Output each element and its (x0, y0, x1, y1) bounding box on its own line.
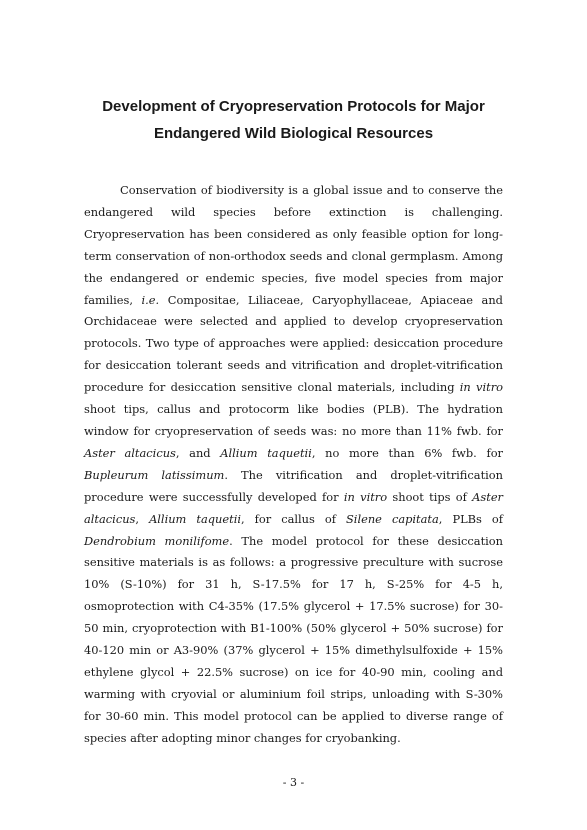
abstract-text: , no more than 6% fwb. for (311, 445, 503, 460)
abstract-text: . The model protocol for these desiccation sensitive materials is as follows: a progressive preculture with sucrose 10% (S-10%) for 31 h, S-17.5% for 17 h, S-25% for 4-5 h, osmoprotection with C4-35% (17.5% glycerol + 17.5% sucrose) for 30-50 min, cryoprotection with B1-100% (50% glycerol + 50% sucrose) for 40-120 min or A3-90% (37% glycerol + 15% dimethylsulfoxide + 15% ethylene glycol + 22.5% sucrose) on ice for 40-90 min, cooling and warming with cryovial or aluminium foil strips, unloading with S-30% for 30-60 min. This model protocol can be applied to diverse range of species after adopting minor changes for cryobanking. (84, 533, 503, 745)
abstract-species-name: Aster altacicus (84, 445, 176, 460)
document-title (60, 93, 527, 147)
abstract-text: shoot tips of (387, 489, 473, 504)
abstract-text: Conservation of biodiversity is a global issue and to conserve the endangered wild species before extinction is challenging. Cryopreservation has been considered as only feasible option for long-term conservation of non-orthodox seeds and clonal germplasm. Among the endangered or endemic species, five model species from major families, (84, 183, 503, 307)
abstract-species-name: Dendrobium monilifome (84, 533, 230, 548)
abstract-italic-term: i.e. (141, 292, 160, 307)
abstract-italic-term: in vitro (459, 380, 504, 395)
abstract-species-name: Silene capitata (346, 511, 439, 526)
abstract-italic-term: in vitro (343, 489, 388, 504)
abstract-species-name: Bupleurum latissimum (84, 467, 225, 482)
abstract-species-name: Aster altacicus (84, 489, 504, 526)
abstract-text: . The vitrification and droplet-vitrification procedure were successfully developed for (84, 467, 503, 504)
abstract-text: shoot tips, callus and protocorm like bodies (PLB). The hydration window for cryopreservation of seeds was: no more than 11% fwb. for (84, 402, 503, 438)
abstract-text: , and (175, 445, 221, 460)
abstract-text: , PLBs of (438, 511, 504, 526)
title-line-1: Development of Cryopreservation Protocols for Major (102, 98, 485, 115)
page-number: - 3 - (282, 776, 305, 789)
abstract-species-name: Allium taquetii (149, 511, 241, 526)
title-line-2: Endangered Wild Biological Resources (153, 125, 434, 142)
abstract-species-name: Allium taquetii (220, 445, 312, 460)
abstract-paragraph (84, 180, 503, 750)
abstract-text: , (135, 511, 150, 526)
abstract-text: Compositae, Liliaceae, Caryophyllaceae, Apiaceae and Orchidaceae were selected and applied to develop cryopreservation protocols. Two type of approaches were applied: desiccation procedure for desiccation tolerant seeds and vitrification and droplet-vitrification procedure for desiccation sensitive clonal materials, including (84, 292, 503, 395)
abstract-text: , for callus of (241, 511, 346, 526)
